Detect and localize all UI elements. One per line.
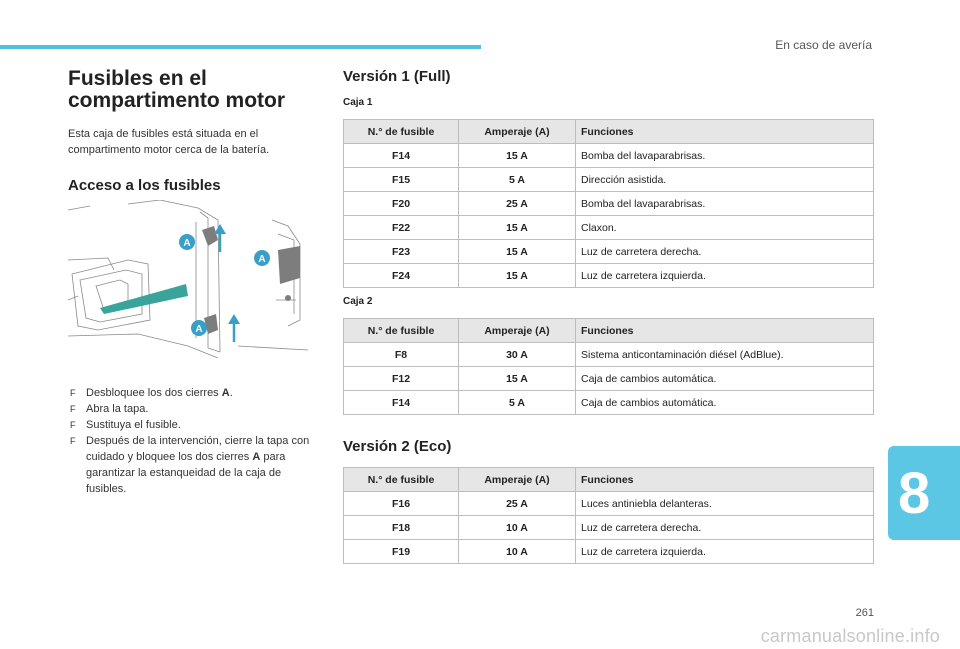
table-row bbox=[344, 144, 874, 168]
page-title bbox=[68, 68, 318, 112]
table-row bbox=[344, 343, 874, 367]
column-header-amp: Amperaje (A) bbox=[459, 120, 576, 144]
step-2: F Abra la tapa. bbox=[70, 403, 149, 415]
table-row bbox=[344, 264, 874, 288]
cell-fuse: F22 bbox=[344, 216, 459, 240]
pointer-arrow bbox=[100, 284, 188, 314]
intro-text: Esta caja de fusibles está situada en el compartimento motor cerca de la batería. bbox=[68, 128, 270, 156]
table-row bbox=[344, 516, 874, 540]
marker-a-top bbox=[179, 234, 195, 250]
cell-amp: 25 A bbox=[459, 192, 576, 216]
step-marker: F bbox=[70, 404, 76, 414]
cell-func: Luz de carretera izquierda. bbox=[576, 264, 874, 288]
step-marker: F bbox=[70, 388, 76, 398]
marker-a-right-label: A bbox=[258, 254, 266, 265]
cell-func: Luces antiniebla delanteras. bbox=[576, 492, 874, 516]
caja-2-table bbox=[343, 318, 874, 415]
marker-a-bottom-label: A bbox=[195, 324, 203, 335]
version-2-table bbox=[343, 467, 874, 564]
cell-amp: 5 A bbox=[459, 168, 576, 192]
step-4: F Después de la intervención, cierre la tapa con cuidado y bloquee los dos cierres A para garantizar la estanqueidad de la caja de fusibles. bbox=[70, 435, 310, 495]
cell-func: Bomba del lavaparabrisas. bbox=[576, 144, 874, 168]
cell-func: Caja de cambios automática. bbox=[576, 391, 874, 415]
caja-1-label: Caja 1 bbox=[343, 97, 373, 108]
cell-func: Sistema anticontaminación diésel (AdBlue). bbox=[576, 343, 874, 367]
column-header-func: Funciones bbox=[576, 120, 874, 144]
cell-fuse: F15 bbox=[344, 168, 459, 192]
title-line-1: Fusibles en el bbox=[68, 67, 207, 90]
table-row bbox=[344, 492, 874, 516]
version-1-title: Versión 1 (Full) bbox=[343, 68, 451, 85]
table-row bbox=[344, 216, 874, 240]
marker-a-top-label: A bbox=[183, 238, 191, 249]
table-row bbox=[344, 391, 874, 415]
cell-func: Claxon. bbox=[576, 216, 874, 240]
caja-2-label: Caja 2 bbox=[343, 296, 373, 307]
table-header-row bbox=[344, 468, 874, 492]
column-header-func: Funciones bbox=[576, 468, 874, 492]
cell-amp: 30 A bbox=[459, 343, 576, 367]
cell-fuse: F18 bbox=[344, 516, 459, 540]
cell-amp: 10 A bbox=[459, 540, 576, 564]
cell-fuse: F24 bbox=[344, 264, 459, 288]
column-header-fuse: N.° de fusible bbox=[344, 120, 459, 144]
chapter-tab bbox=[888, 446, 960, 540]
cell-amp: 15 A bbox=[459, 367, 576, 391]
table-row bbox=[344, 240, 874, 264]
step-1: F Desbloquee los dos cierres A. bbox=[70, 387, 233, 399]
title-line-2: compartimento motor bbox=[68, 89, 286, 112]
cell-fuse: F20 bbox=[344, 192, 459, 216]
page-number: 261 bbox=[855, 607, 874, 619]
cell-func: Luz de carretera derecha. bbox=[576, 516, 874, 540]
marker-a-bottom bbox=[191, 320, 207, 336]
fusebox-illustration bbox=[68, 200, 308, 358]
cell-func: Caja de cambios automática. bbox=[576, 367, 874, 391]
section-title-access: Acceso a los fusibles bbox=[68, 177, 221, 194]
column-header-amp: Amperaje (A) bbox=[459, 319, 576, 343]
column-header-fuse: N.° de fusible bbox=[344, 319, 459, 343]
cell-amp: 15 A bbox=[459, 216, 576, 240]
table-row bbox=[344, 367, 874, 391]
chapter-title: En caso de avería bbox=[775, 38, 872, 52]
steps-list bbox=[68, 385, 318, 497]
cell-fuse: F14 bbox=[344, 144, 459, 168]
table-row bbox=[344, 168, 874, 192]
table-row bbox=[344, 540, 874, 564]
table-header-row bbox=[344, 319, 874, 343]
table-row bbox=[344, 192, 874, 216]
cell-func: Bomba del lavaparabrisas. bbox=[576, 192, 874, 216]
cell-amp: 5 A bbox=[459, 391, 576, 415]
cell-fuse: F8 bbox=[344, 343, 459, 367]
left-column bbox=[68, 68, 318, 158]
cell-amp: 15 A bbox=[459, 144, 576, 168]
table-header-row bbox=[344, 120, 874, 144]
cell-fuse: F14 bbox=[344, 391, 459, 415]
cell-fuse: F23 bbox=[344, 240, 459, 264]
column-header-func: Funciones bbox=[576, 319, 874, 343]
step-marker: F bbox=[70, 436, 76, 446]
cell-func: Dirección asistida. bbox=[576, 168, 874, 192]
step-3: F Sustituya el fusible. bbox=[70, 419, 181, 431]
column-header-amp: Amperaje (A) bbox=[459, 468, 576, 492]
chapter-number: 8 bbox=[898, 461, 931, 526]
cell-amp: 10 A bbox=[459, 516, 576, 540]
version-2-title: Versión 2 (Eco) bbox=[343, 438, 452, 455]
cell-fuse: F19 bbox=[344, 540, 459, 564]
cell-amp: 15 A bbox=[459, 264, 576, 288]
column-header-fuse: N.° de fusible bbox=[344, 468, 459, 492]
cell-amp: 15 A bbox=[459, 240, 576, 264]
cell-amp: 25 A bbox=[459, 492, 576, 516]
cell-func: Luz de carretera izquierda. bbox=[576, 540, 874, 564]
watermark: carmanualsonline.info bbox=[760, 626, 940, 646]
caja-1-table bbox=[343, 119, 874, 288]
cell-fuse: F12 bbox=[344, 367, 459, 391]
cell-fuse: F16 bbox=[344, 492, 459, 516]
marker-a-right bbox=[254, 250, 270, 266]
cell-func: Luz de carretera derecha. bbox=[576, 240, 874, 264]
header-accent-bar bbox=[0, 45, 481, 49]
step-marker: F bbox=[70, 420, 76, 430]
